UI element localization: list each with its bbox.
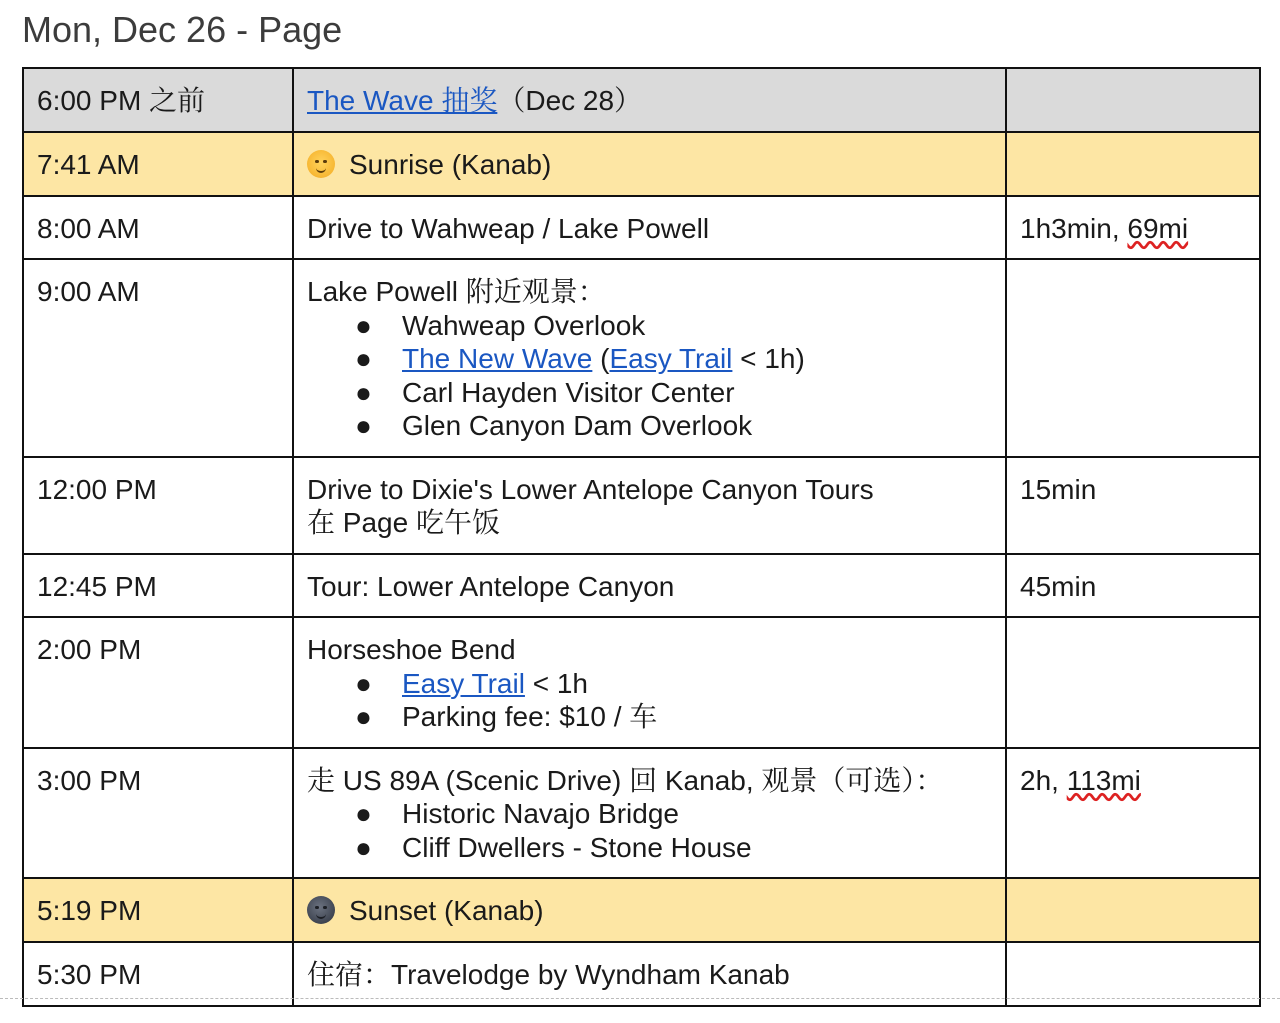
list-item: ● The New Wave (Easy Trail < 1h): [355, 343, 805, 374]
spellcheck-flagged-word[interactable]: 69mi: [1127, 212, 1189, 244]
activity-cell: [293, 878, 1006, 942]
bullet-dot: ●: [355, 831, 372, 863]
page-title: Mon, Dec 26 - Page: [22, 9, 343, 50]
activity-cell: 住宿：Travelodge by Wyndham Kanab: [293, 942, 1006, 1006]
bullet-list: [307, 797, 992, 864]
table-row: [23, 617, 1260, 748]
time-cell: 7:41 AM: [23, 132, 293, 196]
list-item: ● Easy Trail < 1h: [355, 667, 588, 699]
duration-cell: 45min: [1006, 554, 1260, 618]
table-row: [23, 554, 1260, 618]
time-cell: 12:45 PM: [23, 554, 293, 618]
duration-cell: [1006, 942, 1260, 1006]
duration-cell: [1006, 259, 1260, 457]
the-wave-lottery-link[interactable]: The Wave 抽奖: [307, 85, 498, 116]
page-break-divider: [0, 998, 1280, 999]
sunset-text: Sunset (Kanab): [349, 895, 544, 926]
list-item: ● Carl Hayden Visitor Center: [355, 376, 735, 408]
time-cell: 12:00 PM: [23, 457, 293, 554]
bullet-list: [307, 667, 992, 734]
duration-cell: [1006, 68, 1260, 132]
time-cell: 9:00 AM: [23, 259, 293, 457]
list-item: ● Glen Canyon Dam Overlook: [355, 410, 753, 441]
list-item: ● Cliff Dwellers - Stone House: [355, 831, 752, 863]
bullet-dot: ●: [355, 667, 372, 699]
activity-cell: Drive to Wahweap / Lake Powell: [293, 196, 1006, 260]
duration-cell: [1006, 878, 1260, 942]
bullet-dot: ●: [355, 343, 372, 374]
the-new-wave-link[interactable]: The New Wave: [402, 343, 593, 374]
activity-cell: [293, 68, 1006, 132]
itinerary-table: [22, 67, 1261, 1007]
activity-cell: [293, 259, 1006, 457]
list-item: ● Wahweap Overlook: [355, 309, 646, 341]
duration-cell: [1006, 617, 1260, 748]
spellcheck-flagged-word[interactable]: 113mi: [1066, 764, 1141, 796]
activity-heading: Lake Powell 附近观景：: [307, 276, 606, 307]
activity-cell: [293, 132, 1006, 196]
sunrise-text: Sunrise (Kanab): [349, 149, 552, 180]
duration-cell: [1006, 748, 1260, 879]
time-cell: 2:00 PM: [23, 617, 293, 748]
duration-text: 1h3min,: [1020, 212, 1128, 244]
bullet-dot: ●: [355, 701, 372, 732]
activity-cell: [293, 617, 1006, 748]
duration-cell: [1006, 132, 1260, 196]
duration-cell: [1006, 196, 1260, 260]
lottery-date: （Dec 28）: [497, 85, 643, 116]
bullet-dot: ●: [355, 376, 372, 408]
time-cell: 6:00 PM 之前: [23, 68, 293, 132]
duration-cell: 15min: [1006, 457, 1260, 554]
activity-cell: Drive to Dixie's Lower Antelope Canyon Tours 在 Page 吃午饭: [293, 457, 1006, 554]
table-row: [23, 748, 1260, 879]
easy-trail-link[interactable]: Easy Trail: [609, 343, 733, 374]
table-row: [23, 878, 1260, 942]
table-row: [23, 68, 1260, 132]
time-cell: 5:30 PM: [23, 942, 293, 1006]
list-item: ● Parking fee: $10 / 车: [355, 701, 658, 732]
activity-heading: Horseshoe Bend: [307, 634, 516, 665]
duration-text: 2h,: [1020, 764, 1067, 796]
time-cell: 5:19 PM: [23, 878, 293, 942]
bullet-dot: ●: [355, 798, 372, 829]
time-cell: 8:00 AM: [23, 196, 293, 260]
bullet-dot: ●: [355, 410, 372, 441]
activity-heading: 走 US 89A (Scenic Drive) 回 Kanab, 观景（可选）：: [307, 764, 944, 796]
list-item: ● Historic Navajo Bridge: [355, 798, 679, 829]
easy-trail-link[interactable]: Easy Trail: [402, 667, 525, 699]
table-row: [23, 259, 1260, 457]
activity-cell: [293, 748, 1006, 879]
table-row: [23, 942, 1260, 1006]
table-row: [23, 457, 1260, 554]
time-cell: 3:00 PM: [23, 748, 293, 879]
bullet-list: [307, 309, 992, 443]
table-row: [23, 196, 1260, 260]
table-row: [23, 132, 1260, 196]
activity-cell: Tour: Lower Antelope Canyon: [293, 554, 1006, 618]
bullet-dot: ●: [355, 309, 372, 341]
moon-face-icon: [307, 896, 335, 924]
sun-face-icon: [307, 150, 335, 178]
